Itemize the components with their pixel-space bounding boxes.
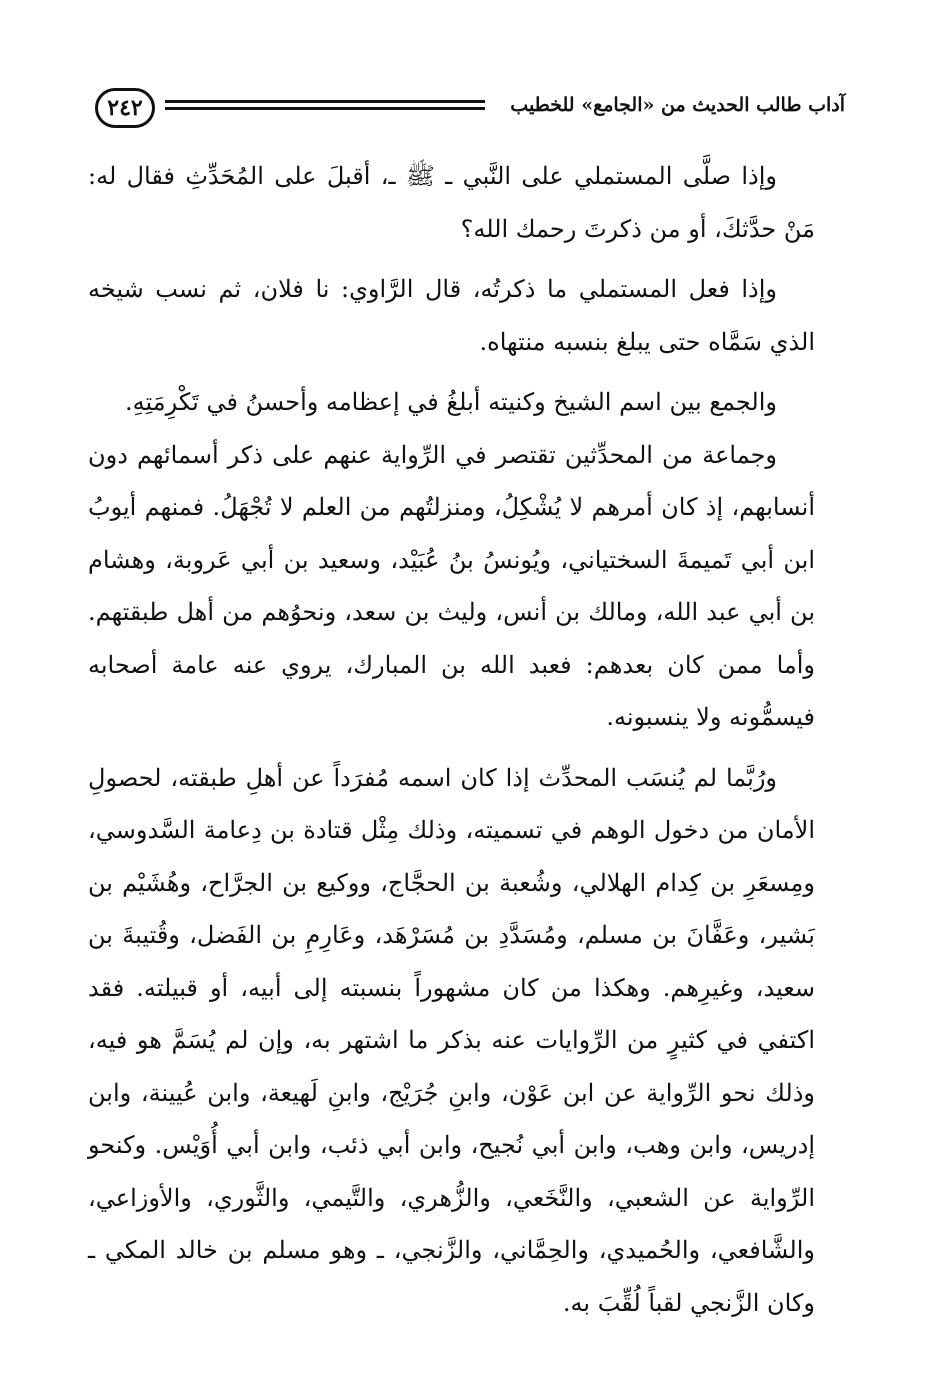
header-double-rule <box>165 100 485 110</box>
running-header <box>95 88 845 134</box>
page-number: ٢٤٢ <box>95 88 155 128</box>
paragraph-5: ورُبَّما لم يُنسَب المحدِّث إذا كان اسمه مُفرَداً عن أهلِ طبقته، لحصولِ الأمان من دخول الوهم في تسميته، وذلك مِثْل قتادة بن دِعامة السَّدوسي، ومِسعَرِ بن كِدام الهلالي، وشُعبة بن الحجَّاج، ووكيع بن الجرَّاح، وهُشَيْم بن بَشير، وعَفَّانَ بن مسلم، ومُسَدَّدِ بن مُسَرْهَد، وعَارِمِ بن الفَضل، وقُتيبةَ بن سعيد، وغيرِهم. وهكذا من كان مشهوراً بنسبته إلى أبيه، أو قبيلته. فقد اكتفي في كثيرٍ من الرِّوايات عنه بذكر ما اشتهر به، وإن لم يُسَمَّ هو فيه، وذلك نحو الرِّواية عن ابن عَوْن، وابنِ جُرَيْج، وابنِ لَهيعة، وابن عُيينة، وابن إدريس، وابن وهب، وابن أبي نُجيح، وابن أبي ذئب، وابن أبي أُوَيْس. وكنحو الرِّواية عن الشعبي، والنَّخَعي، والزُّهري، والتَّيمي، والثَّوري، والأوزاعي، والشَّافعي، والحُميدي، والحِمَّاني، والزَّنجي، ـ وهو مسلم بن خالد المكي ـ وكان الزَّنجي لقباً لُقِّبَ به. <box>88 763 816 1317</box>
paragraph-3: والجمع بين اسم الشيخ وكنيته أبلغُ في إعظامه وأحسنُ في تَكْرِمَتِهِ. <box>125 388 777 416</box>
paragraph-4: وجماعة من المحدِّثين تقتصر في الرِّواية عنهم على ذكر أسمائهم دون أنسابهم، إذ كان أمرهم لا يُشْكِلُ، ومنزلتُهم من العلم لا تُجْهَلُ. فمنهم أيوبُ ابن أبي تَميمةَ السختياني، ويُونسُ بنُ عُبَيْد، وسعيد بن أبي عَروبة، وهشام بن أبي عبد الله، ومالك بن أنس، وليث بن سعد، ونحوُهم من أهل طبقتهم. وأما ممن كان بعدهم: فعبد الله بن المبارك، يروي عنه عامة أصحابه فيسمُّونه ولا ينسبونه. <box>88 440 815 731</box>
paragraph-2: وإذا فعل المستملي ما ذكرتُه، قال الرَّاوي: نا فلان، ثم نسب شيخه الذي سَمَّاه حتى يبلغ بنسبه منتهاه. <box>88 275 815 356</box>
running-title: آداب طالب الحديث من «الجامع» للخطيب <box>510 94 845 116</box>
body-text <box>88 150 815 1329</box>
paragraph-1: وإذا صلَّى المستملي على النَّبي ـ ﷺ ـ، أقبلَ على المُحَدِّثِ فقال له: مَنْ حدَّثكَ، أو من ذكرتَ رحمك الله؟ <box>88 162 815 243</box>
